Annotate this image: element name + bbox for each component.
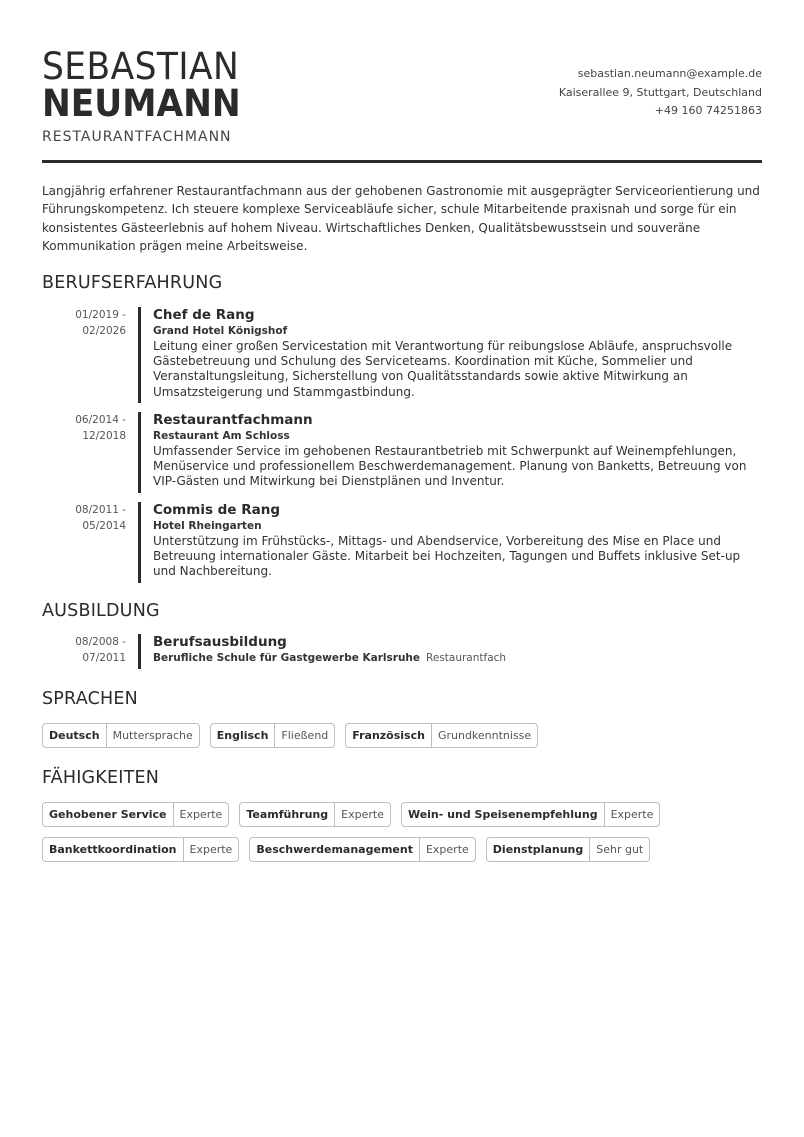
language-name: Englisch xyxy=(211,724,276,747)
section-title-languages: SPRACHEN xyxy=(42,689,138,709)
field-of-study: Restaurantfach xyxy=(426,652,507,664)
date-end: 12/2018 xyxy=(82,430,126,442)
language-chip xyxy=(42,723,200,748)
entry-date xyxy=(42,502,126,534)
skill-list-row xyxy=(42,802,670,827)
contact-address: Kaiserallee 9, Stuttgart, Deutschland xyxy=(558,85,762,99)
language-name: Französisch xyxy=(346,724,432,747)
language-name: Deutsch xyxy=(43,724,107,747)
section-title-skills: FÄHIGKEITEN xyxy=(42,768,160,788)
skill-chip xyxy=(249,837,475,862)
date-start: 01/2019 - xyxy=(75,309,126,321)
date-end: 07/2011 xyxy=(82,652,126,664)
education-entry xyxy=(42,634,762,669)
experience-entry xyxy=(42,412,762,493)
timeline-bar xyxy=(138,502,141,583)
entry-body xyxy=(153,412,763,490)
language-level: Fließend xyxy=(281,729,329,742)
skill-name: Teamführung xyxy=(240,803,335,826)
entry-date xyxy=(42,307,126,339)
date-start: 08/2008 - xyxy=(75,636,126,648)
skill-chip xyxy=(486,837,650,862)
experience-entry xyxy=(42,502,762,583)
entry-role: Restaurantfachmann xyxy=(153,412,313,428)
timeline-bar xyxy=(138,412,141,493)
skill-name: Gehobener Service xyxy=(43,803,174,826)
entry-organization: Grand Hotel Königshof xyxy=(153,325,288,337)
entry-description: Leitung einer großen Servicestation mit Verantwortung für reibungslose Abläufe, anspruchsvolle Gästebetreuung und Schulung des Serviceteams. Koordination mit Küche, Sommelier und Veranstaltungsleitung, Sicherstellung von Qualitätsstandards sowie aktive Mitwirkung an Umsatzsteigerung und Stammgastbindung. xyxy=(153,339,733,399)
date-end: 05/2014 xyxy=(82,520,126,532)
language-list xyxy=(42,723,548,748)
language-level: Grundkenntnisse xyxy=(437,729,532,742)
section-title-experience: BERUFSERFAHRUNG xyxy=(42,273,223,293)
entry-organization xyxy=(153,651,763,666)
date-start: 06/2014 - xyxy=(75,414,126,426)
contact-block xyxy=(559,65,762,121)
entry-role: Chef de Rang xyxy=(153,307,255,323)
skill-level: Experte xyxy=(179,808,223,821)
skill-chip xyxy=(401,802,660,827)
section-title-education: AUSBILDUNG xyxy=(42,601,160,621)
profile-summary: Langjährig erfahrener Restaurantfachmann aus der gehobenen Gastronomie mit ausgeprägter Serviceorientierung und Führungskompetenz. Ich steuere komplexe Serviceabläufe sicher, schule Mitarbeitende praxisnah und sorge für ein konsistentes Gästeerlebnis auf hohem Niveau. Wirtschaftliches Denken, Qualitätsbewusstsein und souveräne Kommunikation prägen meine Arbeitsweise. xyxy=(42,184,760,253)
date-start: 08/2011 - xyxy=(75,504,126,516)
skill-chip xyxy=(42,802,229,827)
skill-level: Experte xyxy=(610,808,654,821)
skill-name: Wein- und Speisenempfehlung xyxy=(402,803,605,826)
school-name: Berufliche Schule für Gastgewerbe Karlsruhe xyxy=(153,652,421,664)
skill-level: Sehr gut xyxy=(596,843,644,856)
language-chip xyxy=(210,723,336,748)
timeline-bar xyxy=(138,307,141,403)
entry-body xyxy=(153,634,763,666)
job-title: RESTAURANTFACHMANN xyxy=(42,129,232,145)
entry-date xyxy=(42,412,126,444)
entry-role: Commis de Rang xyxy=(153,502,280,518)
entry-body xyxy=(153,307,763,400)
language-level: Muttersprache xyxy=(112,729,193,742)
first-name: SEBASTIAN xyxy=(42,45,240,88)
contact-email: sebastian.neumann@example.de xyxy=(577,67,762,80)
entry-date xyxy=(42,634,126,666)
resume-header xyxy=(42,0,762,162)
skill-list-row xyxy=(42,837,660,862)
date-end: 02/2026 xyxy=(82,325,126,337)
skill-chip xyxy=(42,837,239,862)
last-name: NEUMANN xyxy=(42,82,241,125)
entry-role: Berufsausbildung xyxy=(153,634,287,650)
skill-chip xyxy=(239,802,391,827)
entry-description: Umfassender Service im gehobenen Restaurantbetrieb mit Schwerpunkt auf Weinempfehlungen, Menüservice und professionellem Beschwerdemanagement. Planung von Banketts, Betreuung von VIP-Gästen und Mitwirkung bei Dienstplänen und Inventur. xyxy=(153,444,747,489)
skill-name: Beschwerdemanagement xyxy=(250,838,420,861)
skill-name: Dienstplanung xyxy=(487,838,590,861)
language-chip xyxy=(345,723,538,748)
timeline-bar xyxy=(138,634,141,669)
contact-phone: +49 160 74251863 xyxy=(654,104,762,117)
header-divider xyxy=(42,160,762,163)
skill-level: Experte xyxy=(189,843,233,856)
entry-organization: Hotel Rheingarten xyxy=(153,520,262,532)
resume-page xyxy=(42,0,762,1137)
entry-organization: Restaurant Am Schloss xyxy=(153,430,290,442)
entry-body xyxy=(153,502,763,580)
skill-name: Bankettkoordination xyxy=(43,838,184,861)
entry-description: Unterstützung im Frühstücks-, Mittags- und Abendservice, Vorbereitung des Mise en Place und Betreuung internationaler Gäste. Mitarbeit bei Hochzeiten, Tagungen und Buffets inklusive Set-up und Nachbereitung. xyxy=(153,534,741,579)
skill-level: Experte xyxy=(425,843,469,856)
skill-level: Experte xyxy=(341,808,384,821)
experience-entry xyxy=(42,307,762,403)
